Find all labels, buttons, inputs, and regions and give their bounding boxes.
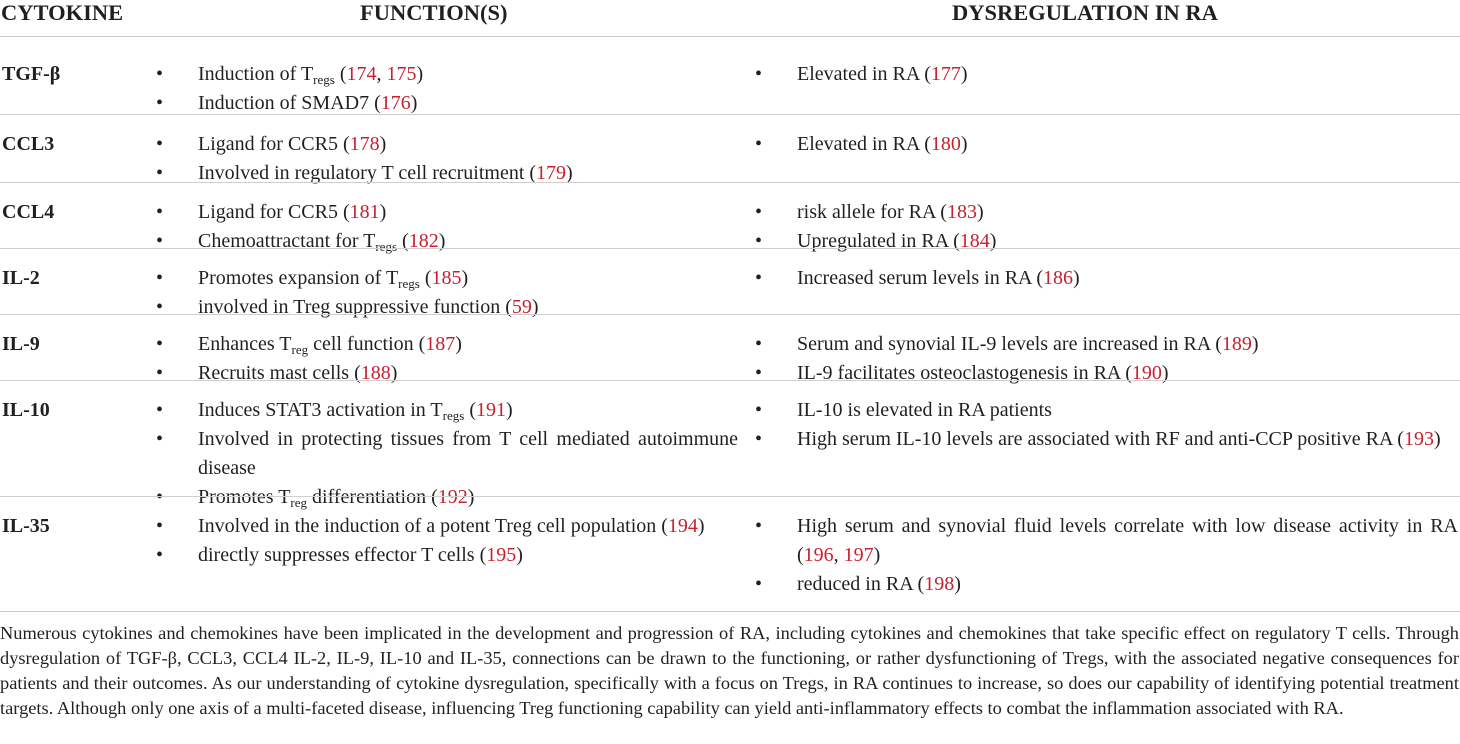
- reference-link[interactable]: 198: [924, 573, 955, 595]
- bullet-item: • Induces STAT3 activation in $T_{regs}$ (191): [198, 396, 738, 425]
- header-dysregulation: DYSREGULATION IN RA: [952, 0, 1218, 25]
- reference-link[interactable]: 59: [511, 296, 532, 318]
- cytokine-name: IL-2: [2, 267, 40, 289]
- reference-link[interactable]: 187: [425, 333, 456, 355]
- reference-link[interactable]: 183: [946, 201, 977, 223]
- table-row: [0, 182, 1460, 254]
- bullet-item: • IL-10 is elevated in RA patients: [797, 396, 1458, 425]
- bullet-marker: •: [156, 92, 164, 114]
- bullet-item: • Ligand for CCR5 (181): [198, 198, 738, 227]
- function-list: [156, 396, 738, 512]
- bullet-item: • Involved in the induction of a potent Treg cell population (194): [198, 512, 738, 541]
- bullet-item: • directly suppresses effector T cells (195): [198, 541, 738, 570]
- reference-link[interactable]: 189: [1221, 333, 1252, 355]
- function-list: [156, 512, 738, 570]
- bullet-marker: •: [755, 428, 763, 450]
- bullet-marker: •: [156, 399, 164, 421]
- bullet-item: • High serum IL-10 levels are associated with RF and anti-CCP positive RA (193): [797, 425, 1458, 454]
- bullet-marker: •: [156, 362, 164, 384]
- subscript-text: reg: [290, 495, 308, 510]
- bullet-marker: •: [156, 515, 164, 537]
- table-bottom-rule: [0, 611, 1460, 612]
- dysregulation-list: [755, 512, 1458, 599]
- bullet-marker: •: [755, 362, 763, 384]
- bullet-marker: •: [156, 133, 164, 155]
- dysregulation-list: [755, 60, 1458, 89]
- function-list: [156, 60, 738, 118]
- cytokine-name: CCL4: [2, 201, 55, 223]
- bullet-item: • Recruits mast cells (188): [198, 359, 738, 388]
- reference-link[interactable]: 194: [667, 515, 698, 537]
- reference-link[interactable]: 184: [959, 230, 990, 252]
- cytokine-name: IL-35: [2, 515, 50, 537]
- reference-link[interactable]: 186: [1043, 267, 1074, 289]
- subscript-text: regs: [398, 276, 420, 291]
- function-list: [156, 130, 738, 188]
- table-row: [0, 314, 1460, 384]
- bullet-item: • Involved in protecting tissues from T cell mediated autoimmune disease: [198, 425, 738, 483]
- reference-link[interactable]: 180: [930, 133, 961, 155]
- bullet-item: • Increased serum levels in RA (186): [797, 264, 1458, 293]
- reference-link[interactable]: 178: [349, 133, 380, 155]
- reference-link[interactable]: 192: [437, 486, 468, 508]
- bullet-marker: •: [755, 573, 763, 595]
- bullet-marker: •: [156, 267, 164, 289]
- bullet-marker: •: [755, 515, 763, 537]
- reference-link[interactable]: 182: [408, 230, 439, 252]
- bullet-marker: •: [156, 333, 164, 355]
- reference-link[interactable]: 175: [386, 63, 417, 85]
- subscript-text: reg: [291, 342, 309, 357]
- reference-link[interactable]: 174: [346, 63, 377, 85]
- table-row: [0, 114, 1460, 182]
- reference-link[interactable]: 179: [536, 162, 567, 184]
- cytokine-name: TGF-β: [2, 63, 61, 85]
- dysregulation-list: [755, 264, 1458, 293]
- bullet-item: • IL-9 facilitates osteoclastogenesis in RA (190): [797, 359, 1458, 388]
- reference-link[interactable]: 193: [1403, 428, 1434, 450]
- bullet-marker: •: [156, 428, 164, 450]
- bullet-marker: •: [755, 333, 763, 355]
- bullet-marker: •: [755, 230, 763, 252]
- bullet-item: • Ligand for CCR5 (178): [198, 130, 738, 159]
- table-row: [0, 496, 1460, 611]
- bullet-marker: •: [755, 267, 763, 289]
- reference-link[interactable]: 196: [803, 544, 834, 566]
- bullet-marker: •: [755, 63, 763, 85]
- cytokine-name: CCL3: [2, 133, 55, 155]
- bullet-marker: •: [156, 296, 164, 318]
- subscript-text: regs: [313, 72, 335, 87]
- subscript-text: regs: [442, 408, 465, 423]
- bullet-item: • Enhances $T_{reg}$ cell function (187): [198, 330, 738, 359]
- reference-link[interactable]: 190: [1131, 362, 1162, 384]
- subscript-text: regs: [375, 239, 398, 254]
- bullet-item: • Involved in regulatory T cell recruitment (179): [198, 159, 738, 188]
- bullet-item: • Promotes $T_{reg}$ differentiation (192): [198, 483, 738, 512]
- bullet-item: • Induction of $T_{regs}$ (174, 175): [198, 60, 738, 89]
- bullet-item: • Upregulated in RA (184): [797, 227, 1458, 256]
- bullet-item: • High serum and synovial fluid levels correlate with low disease activity in RA (196, 197): [797, 512, 1458, 570]
- bullet-marker: •: [156, 486, 164, 508]
- reference-link[interactable]: 197: [843, 544, 874, 566]
- header-functions: FUNCTION(S): [360, 0, 508, 25]
- bullet-item: • Elevated in RA (180): [797, 130, 1458, 159]
- reference-link[interactable]: 195: [486, 544, 517, 566]
- bullet-item: • Chemoattractant for $T_{regs}$ (182): [198, 227, 738, 256]
- bullet-marker: •: [156, 162, 164, 184]
- cytokine-name: IL-9: [2, 333, 40, 355]
- reference-link[interactable]: 176: [380, 92, 411, 114]
- header-rule: [0, 36, 1460, 37]
- bullet-marker: •: [156, 201, 164, 223]
- bullet-marker: •: [755, 133, 763, 155]
- bullet-item: • risk allele for RA (183): [797, 198, 1458, 227]
- header-cytokine: CYTOKINE: [1, 0, 124, 25]
- reference-link[interactable]: 181: [349, 201, 380, 223]
- bullet-item: • Promotes expansion of $T_{regs}$ (185): [198, 264, 738, 293]
- bullet-item: • Induction of SMAD7 (176): [198, 89, 738, 118]
- cytokine-name: IL-10: [2, 399, 50, 421]
- bullet-item: • reduced in RA (198): [797, 570, 1458, 599]
- bullet-marker: •: [755, 201, 763, 223]
- reference-link[interactable]: 177: [930, 63, 961, 85]
- bullet-marker: •: [156, 544, 164, 566]
- bullet-item: • Elevated in RA (177): [797, 60, 1458, 89]
- table-row: [0, 248, 1460, 318]
- table-row: [0, 44, 1460, 114]
- dysregulation-list: [755, 130, 1458, 159]
- reference-link[interactable]: 185: [431, 267, 462, 289]
- bullet-marker: •: [755, 399, 763, 421]
- table-footnote: Numerous cytokines and chemokines have been implicated in the development and progression of RA, including cytokines and chemokines that take specific effect on regulatory T cells. Through dysregulation of TGF-β, CCL3, CCL4 IL-2, IL-9, IL-10 and IL-35, connections can be drawn to the functioning, or rather dysfunctioning of Tregs, with the associated negative consequences for patients and their outcomes. As our understanding of cytokine dysregulation, specifically with a focus on Tregs, in RA continues to increase, so does our capability of identifying potential treatment targets. Although only one axis of a multi-faceted disease, influencing Treg functioning capability can yield anti-inflammatory effects to combat the inflammation associated with RA.: [0, 623, 1459, 718]
- table-row: [0, 380, 1460, 510]
- bullet-item: • involved in Treg suppressive function (59): [198, 293, 738, 322]
- bullet-marker: •: [156, 63, 164, 85]
- reference-link[interactable]: 191: [476, 399, 506, 421]
- bullet-marker: •: [156, 230, 164, 252]
- dysregulation-list: [755, 396, 1458, 454]
- reference-link[interactable]: 188: [360, 362, 391, 384]
- bullet-item: • Serum and synovial IL-9 levels are increased in RA (189): [797, 330, 1458, 359]
